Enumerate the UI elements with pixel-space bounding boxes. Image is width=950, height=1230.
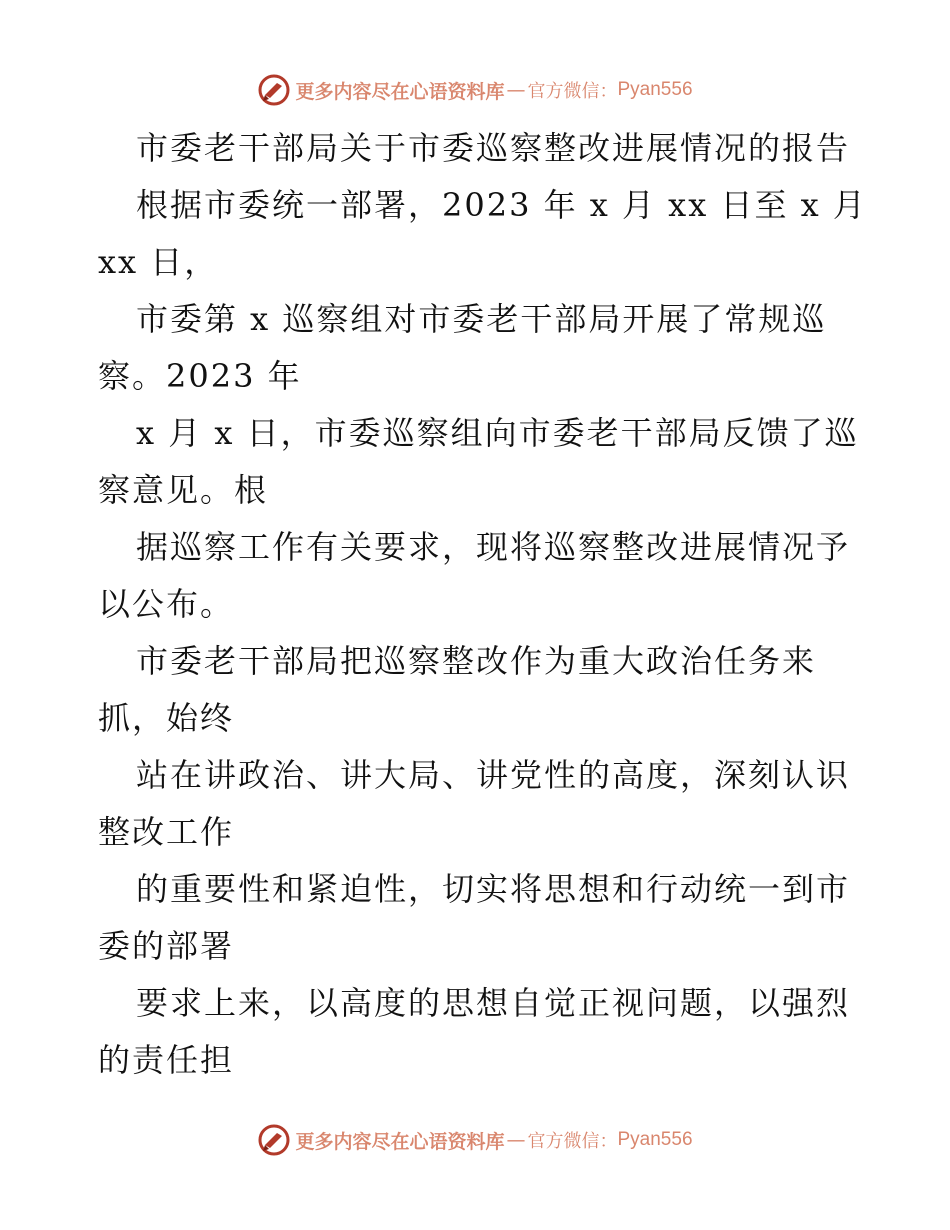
document-body: [98, 120, 867, 1089]
document-line: 的责任担: [98, 1041, 235, 1079]
document-line: 察。2023 年: [98, 357, 302, 395]
header-banner: [0, 70, 950, 110]
wechat-id: Pyan556: [617, 1129, 693, 1150]
banner-text: 更多内容尽在心语资料库: [295, 1130, 505, 1153]
document-line: 市委第 x 巡察组对市委老干部局开展了常规巡: [136, 300, 827, 338]
pen-logo-icon: [257, 1123, 291, 1157]
footer-banner: [0, 1120, 950, 1160]
document-line: 根据市委统一部署，2023 年 x 月 xx 日至 x 月: [136, 186, 867, 224]
banner-separator: —: [506, 1129, 526, 1151]
document-line: 的重要性和紧迫性，切实将思想和行动统一到市: [136, 870, 851, 908]
document-line: 察意见。根: [98, 471, 269, 509]
wechat-label: 官方微信：: [527, 1131, 618, 1152]
document-line: 市委老干部局关于市委巡察整改进展情况的报告: [136, 129, 851, 167]
banner-separator: —: [506, 79, 526, 101]
wechat-id: Pyan556: [617, 79, 693, 100]
wechat-label: 官方微信：: [527, 81, 618, 102]
document-line: 以公布。: [98, 585, 235, 623]
document-line: xx 日，: [98, 243, 219, 281]
document-line: 站在讲政治、讲大局、讲党性的高度，深刻认识: [136, 756, 851, 794]
document-line: 市委老干部局把巡察整改作为重大政治任务来: [136, 642, 817, 680]
document-line: 整改工作: [98, 813, 235, 851]
document-line: 据巡察工作有关要求，现将巡察整改进展情况予: [136, 528, 851, 566]
document-line: 抓，始终: [98, 699, 235, 737]
document-line: 要求上来，以高度的思想自觉正视问题，以强烈: [136, 984, 851, 1022]
document-line: 委的部署: [98, 927, 235, 965]
document-line: x 月 x 日，市委巡察组向市委老干部局反馈了巡: [136, 414, 859, 452]
pen-logo-icon: [257, 73, 291, 107]
banner-text: 更多内容尽在心语资料库: [295, 80, 505, 103]
